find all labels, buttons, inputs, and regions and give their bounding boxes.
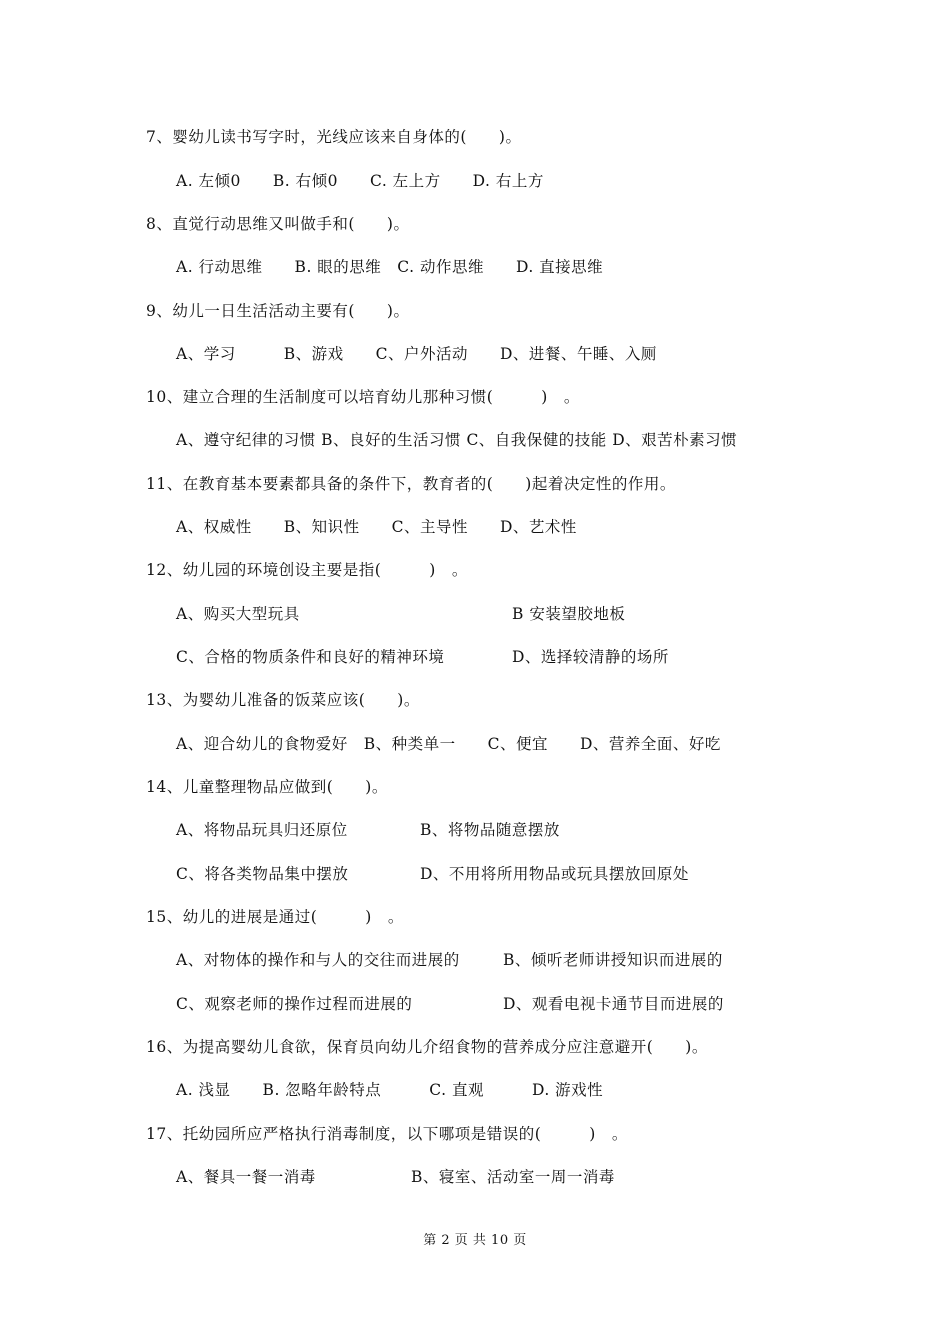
question-7-options: A. 左倾0 B. 右倾0 C. 左上方 D. 右上方 (176, 172, 544, 190)
question-15-option-d: D、观看电视卡通节目而进展的 (503, 995, 724, 1013)
question-9-options: A、学习 B、游戏 C、户外活动 D、进餐、午睡、入厕 (176, 345, 657, 363)
question-13-options: A、迎合幼儿的食物爱好 B、种类单一 C、便宜 D、营养全面、好吃 (176, 735, 721, 753)
question-14-option-b: B、将物品随意摆放 (420, 821, 560, 839)
question-14-option-d: D、不用将所用物品或玩具摆放回原处 (420, 865, 689, 883)
question-8-options: A. 行动思维 B. 眼的思维 C. 动作思维 D. 直接思维 (176, 258, 604, 276)
question-12-option-c: C、合格的物质条件和良好的精神环境 (176, 648, 445, 666)
question-16-stem: 16、为提高婴幼儿食欲，保育员向幼儿介绍食物的营养成分应注意避开( )。 (146, 1038, 708, 1056)
question-13-stem: 13、为婴幼儿准备的饭菜应该( )。 (146, 691, 420, 709)
question-14-option-a: A、将物品玩具归还原位 (176, 821, 348, 839)
question-15-stem: 15、幼儿的进展是通过( ) 。 (146, 908, 404, 926)
question-7-stem: 7、婴幼儿读书写字时，光线应该来自身体的( )。 (146, 128, 522, 146)
question-10-stem: 10、建立合理的生活制度可以培育幼儿那种习惯( ) 。 (146, 388, 580, 406)
question-15-option-c: C、观察老师的操作过程而进展的 (176, 995, 413, 1013)
question-10-options: A、遵守纪律的习惯 B、良好的生活习惯 C、自我保健的技能 D、艰苦朴素习惯 (176, 431, 738, 449)
question-17-stem: 17、托幼园所应严格执行消毒制度，以下哪项是错误的( ) 。 (146, 1125, 628, 1143)
question-17-option-a: A、餐具一餐一消毒 (176, 1168, 316, 1186)
question-15-option-a: A、对物体的操作和与人的交往而进展的 (176, 951, 460, 969)
question-12-option-d: D、选择较清静的场所 (512, 648, 669, 666)
question-11-stem: 11、在教育基本要素都具备的条件下，教育者的( )起着决定性的作用。 (146, 475, 676, 493)
question-12-option-b: B 安装望胶地板 (512, 605, 626, 623)
question-14-option-c: C、将各类物品集中摆放 (176, 865, 349, 883)
question-9-stem: 9、幼儿一日生活活动主要有( )。 (146, 302, 410, 320)
question-17-option-b: B、寝室、活动室一周一消毒 (411, 1168, 615, 1186)
question-15-option-b: B、倾听老师讲授知识而进展的 (503, 951, 723, 969)
question-12-stem: 12、幼儿园的环境创设主要是指( ) 。 (146, 561, 468, 579)
page-number-footer: 第 2 页 共 10 页 (423, 1233, 527, 1248)
question-14-stem: 14、儿童整理物品应做到( )。 (146, 778, 388, 796)
question-11-options: A、权威性 B、知识性 C、主导性 D、艺术性 (176, 518, 577, 536)
question-12-option-a: A、购买大型玩具 (176, 605, 300, 623)
question-8-stem: 8、直觉行动思维又叫做手和( )。 (146, 215, 410, 233)
question-16-options: A. 浅显 B. 忽略年龄特点 C. 直观 D. 游戏性 (176, 1081, 604, 1099)
